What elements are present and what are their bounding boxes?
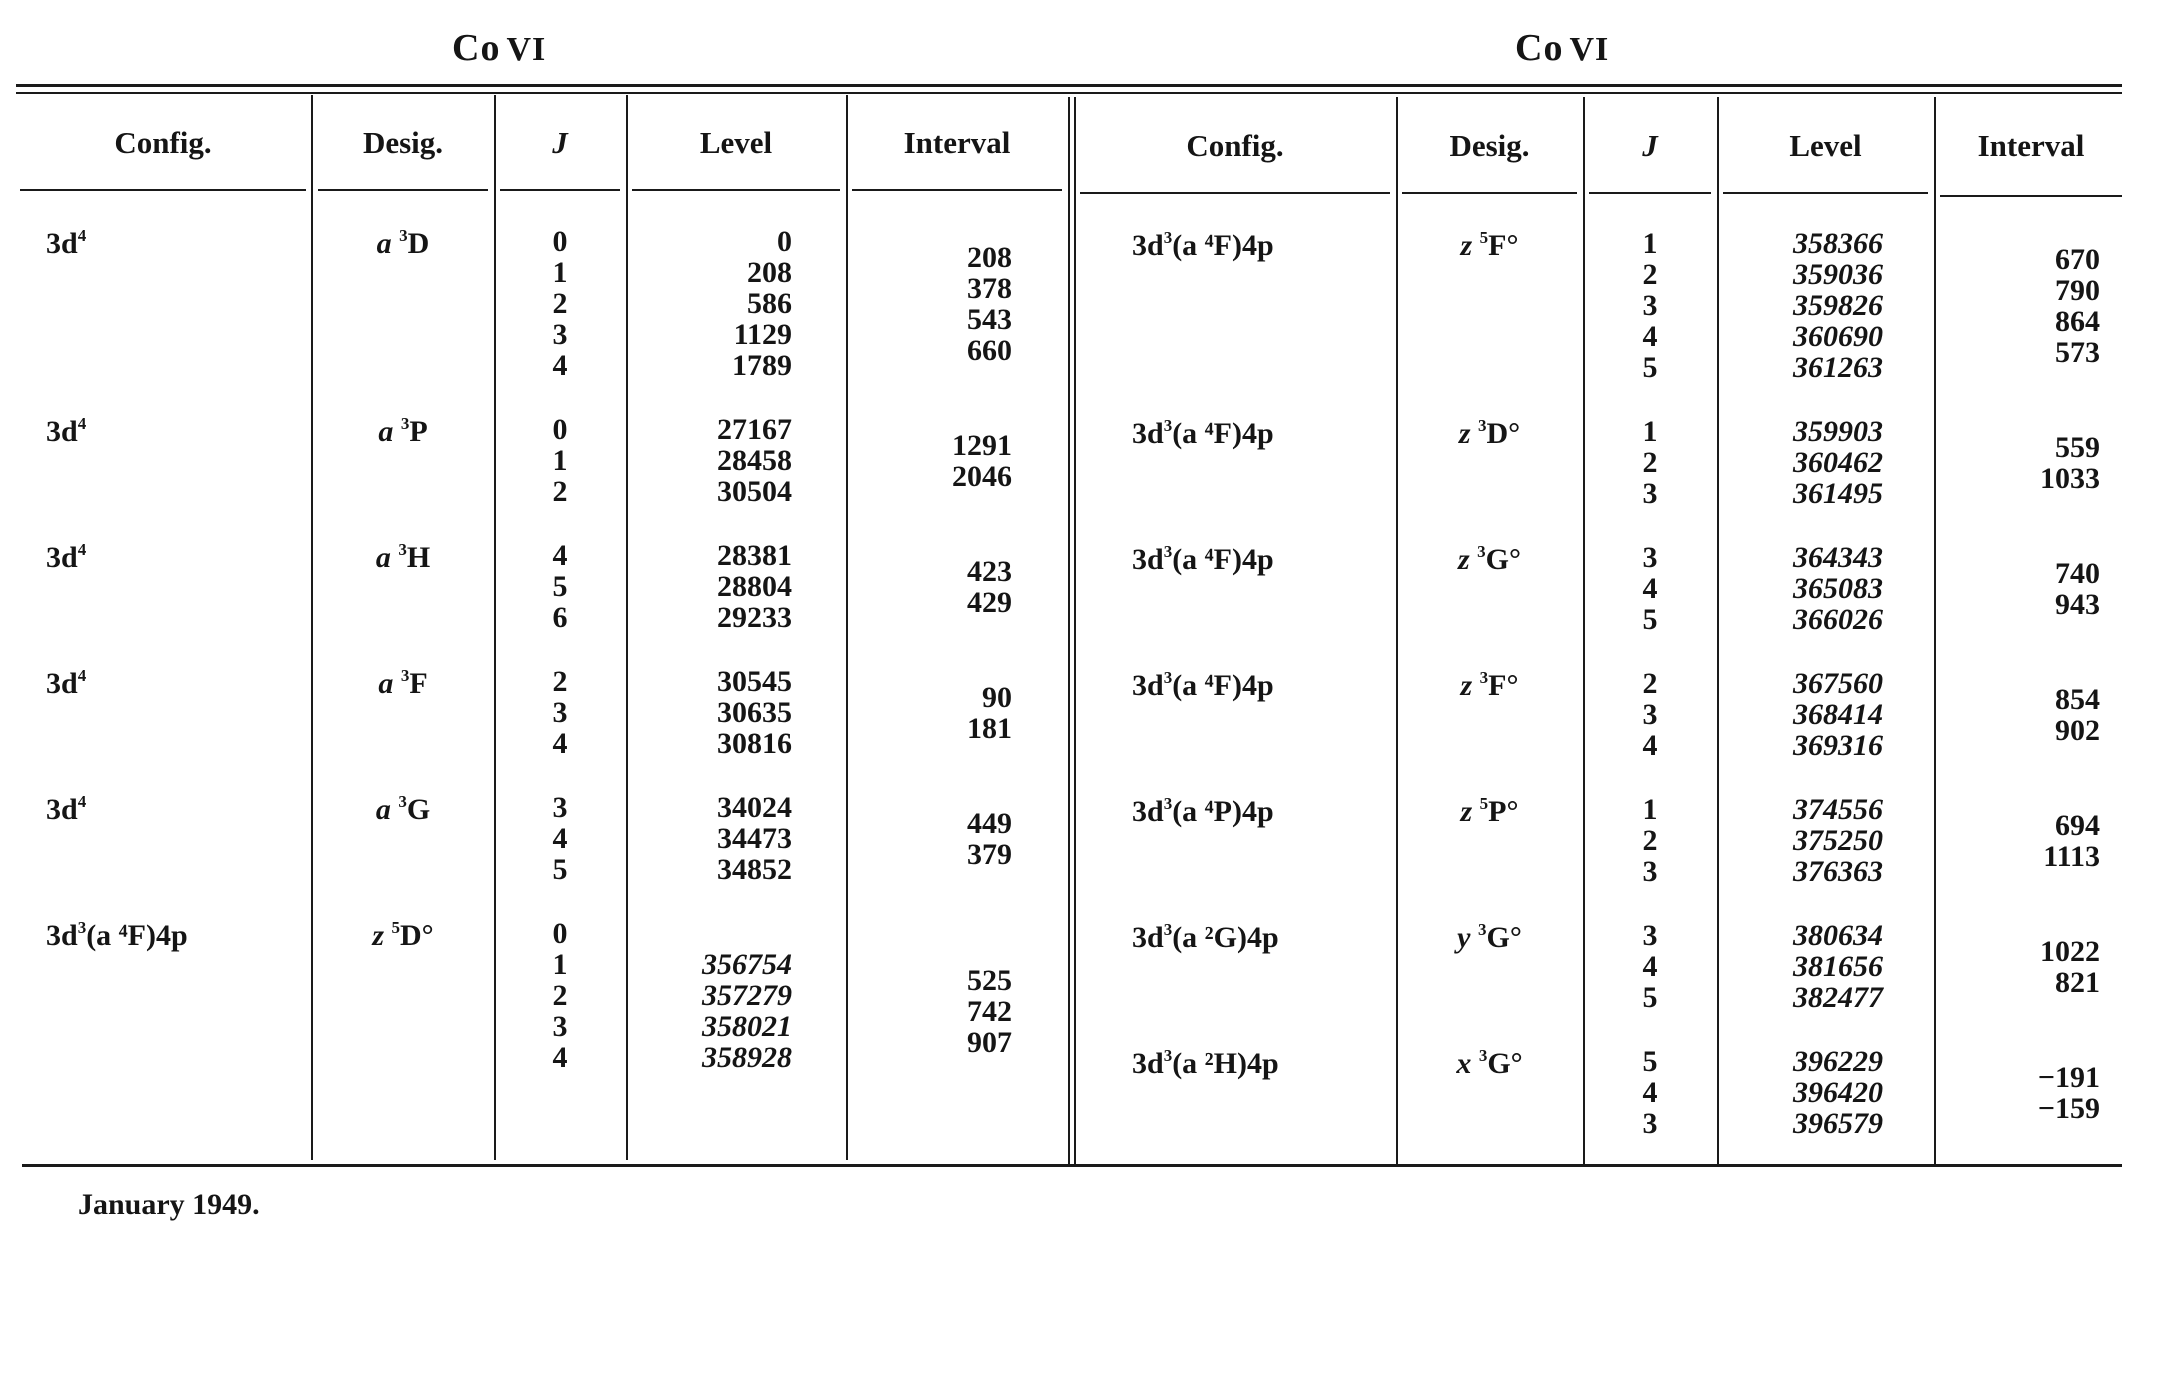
j-value: 1 <box>1642 415 1658 448</box>
j-value: 1 <box>1642 227 1658 260</box>
j-value: 2 <box>1642 824 1658 857</box>
designation-letter: a <box>376 227 392 260</box>
config-base: 3d <box>46 415 78 448</box>
config-parent: (a ²H)4p <box>1172 1047 1279 1080</box>
level-value: 361263 <box>1793 351 1883 384</box>
config-exponent: 4 <box>77 540 87 559</box>
level-values <box>1723 920 1883 1013</box>
level-value: 0 <box>777 225 792 258</box>
designation-letter: a <box>378 667 394 700</box>
level-values <box>632 792 792 885</box>
config-cell <box>1132 794 1274 829</box>
level-value: 28458 <box>717 444 792 477</box>
j-value: 3 <box>552 696 568 729</box>
j-value: 1 <box>552 256 568 289</box>
interval-value: 1022 <box>2040 934 2100 968</box>
header-underline <box>1589 192 1711 194</box>
j-value: 2 <box>1642 258 1658 291</box>
level-values <box>1723 542 1883 635</box>
column-divider <box>311 95 313 1160</box>
j-values <box>1589 668 1711 761</box>
level-value: 208 <box>747 256 792 289</box>
j-value: 3 <box>1642 1107 1658 1140</box>
level-values <box>1723 794 1883 887</box>
interval-value: 670 <box>2055 242 2100 276</box>
interval-value: 790 <box>2055 273 2100 307</box>
interval-values <box>1940 244 2100 368</box>
interval-values <box>1940 684 2100 746</box>
config-exponent: 3 <box>1163 542 1173 561</box>
j-value: 0 <box>552 413 568 446</box>
level-values <box>1723 228 1883 383</box>
config-base: 3d <box>1132 921 1164 954</box>
interval-value: 1033 <box>2040 461 2100 495</box>
j-value: 4 <box>552 727 568 760</box>
level-value: 365083 <box>1793 572 1883 605</box>
j-values <box>1589 416 1711 509</box>
designation-term: F° <box>1488 669 1519 702</box>
level-values <box>632 414 792 507</box>
designation-letter: a <box>375 541 391 574</box>
j-value: 4 <box>1642 950 1658 983</box>
level-value: 30545 <box>717 665 792 698</box>
interval-value: 854 <box>2055 682 2100 716</box>
title-spectrum: VI <box>506 31 547 68</box>
interval-value: 864 <box>2055 304 2100 338</box>
j-values <box>1589 794 1711 887</box>
config-exponent: 4 <box>77 666 87 685</box>
designation-cell <box>1402 794 1577 829</box>
j-value: 2 <box>552 475 568 508</box>
designation-multiplicity: 5 <box>1479 228 1489 247</box>
designation-letter: a <box>378 415 394 448</box>
header-underline <box>1080 192 1390 194</box>
interval-value: 423 <box>967 554 1012 588</box>
interval-value: 543 <box>967 302 1012 336</box>
level-value: 396579 <box>1793 1107 1883 1140</box>
config-parent: (a ⁴F)4p <box>1172 669 1274 702</box>
designation-cell <box>1402 228 1577 263</box>
level-values <box>632 540 792 633</box>
config-exponent: 3 <box>1163 920 1173 939</box>
title-element: Co <box>1515 27 1564 69</box>
designation-multiplicity: 3 <box>398 792 407 811</box>
level-value: 34852 <box>717 853 792 886</box>
interval-value: 449 <box>967 806 1012 840</box>
column-divider <box>1074 97 1076 1165</box>
interval-values <box>852 242 1012 366</box>
interval-value: 379 <box>967 837 1012 871</box>
designation-term: P° <box>1488 795 1519 828</box>
designation-cell <box>318 666 488 701</box>
designation-multiplicity: 5 <box>1479 794 1489 813</box>
header-underline <box>500 189 620 191</box>
designation-multiplicity: 3 <box>1477 542 1486 561</box>
interval-value: 90 <box>982 680 1012 714</box>
interval-value: 525 <box>967 963 1012 997</box>
designation-cell <box>1402 668 1577 703</box>
j-value: 2 <box>552 979 568 1012</box>
header-desig: Desig. <box>1449 128 1530 163</box>
j-value: 4 <box>552 349 568 382</box>
interval-value: 2046 <box>952 459 1012 493</box>
j-values <box>1589 1046 1711 1139</box>
j-value: 4 <box>552 822 568 855</box>
interval-value: 208 <box>967 240 1012 274</box>
designation-cell <box>318 414 488 449</box>
config-parent: (a ⁴F)4p <box>1172 543 1274 576</box>
j-values <box>1589 920 1711 1013</box>
config-cell <box>46 226 86 261</box>
header-underline <box>20 189 306 191</box>
config-cell <box>1132 416 1274 451</box>
level-value: 358928 <box>702 1041 792 1074</box>
designation-term: G <box>406 793 431 826</box>
designation-multiplicity: 3 <box>1478 1046 1488 1065</box>
config-cell <box>1132 920 1279 955</box>
column-divider <box>846 95 848 1160</box>
j-value: 1 <box>552 948 568 981</box>
config-parent: (a ²G)4p <box>1172 921 1279 954</box>
interval-value: 660 <box>967 333 1012 367</box>
j-value: 4 <box>1642 729 1658 762</box>
config-cell <box>1132 228 1274 263</box>
table-title-left <box>452 26 546 70</box>
j-value: 3 <box>1642 289 1658 322</box>
level-values <box>1723 1046 1883 1139</box>
config-parent: (a ⁴F)4p <box>1172 229 1274 262</box>
level-value: 28804 <box>717 570 792 603</box>
config-base: 3d <box>46 919 78 952</box>
j-value: 5 <box>1642 351 1658 384</box>
interval-values <box>852 682 1012 744</box>
designation-multiplicity: 5 <box>391 918 400 937</box>
designation-term: G° <box>1485 543 1522 576</box>
level-value: 358366 <box>1793 227 1883 260</box>
column-divider <box>626 95 628 1160</box>
level-value: 361495 <box>1793 477 1883 510</box>
config-cell <box>46 540 86 575</box>
config-cell <box>46 414 86 449</box>
level-value: 34024 <box>717 791 792 824</box>
config-base: 3d <box>1132 669 1164 702</box>
level-value: 360690 <box>1793 320 1883 353</box>
j-value: 0 <box>552 225 568 258</box>
interval-value: 1113 <box>2043 839 2100 873</box>
interval-value: 902 <box>2055 713 2100 747</box>
level-values <box>1723 416 1883 509</box>
config-cell <box>1132 1046 1279 1081</box>
header-j: J <box>552 125 568 160</box>
interval-values <box>1940 558 2100 620</box>
date-footer: January 1949. <box>78 1188 260 1221</box>
config-base: 3d <box>46 793 78 826</box>
header-config: Config. <box>114 125 212 160</box>
designation-cell <box>1402 416 1577 451</box>
interval-value: 429 <box>967 585 1012 619</box>
interval-value: 907 <box>967 1025 1012 1059</box>
interval-value: 740 <box>2055 556 2100 590</box>
level-value: 374556 <box>1793 793 1883 826</box>
j-value: 5 <box>1642 981 1658 1014</box>
j-values <box>1589 228 1711 383</box>
designation-term: D° <box>400 919 434 952</box>
designation-multiplicity: 3 <box>1479 668 1489 687</box>
level-value: 396420 <box>1793 1076 1883 1109</box>
header-level: Level <box>1789 128 1862 163</box>
column-divider <box>494 95 496 1160</box>
interval-value: 181 <box>967 711 1012 745</box>
j-value: 2 <box>552 287 568 320</box>
j-values <box>500 792 620 885</box>
j-value: 2 <box>1642 667 1658 700</box>
designation-term: F <box>409 667 428 700</box>
interval-values <box>852 430 1012 492</box>
config-exponent: 3 <box>77 918 87 937</box>
j-value: 5 <box>1642 603 1658 636</box>
j-value: 3 <box>1642 477 1658 510</box>
level-value: 360462 <box>1793 446 1883 479</box>
designation-term: G° <box>1487 1047 1523 1080</box>
j-value: 2 <box>552 665 568 698</box>
interval-value: 573 <box>2055 335 2100 369</box>
header-config: Config. <box>1186 128 1284 163</box>
config-base: 3d <box>1132 795 1164 828</box>
config-exponent: 4 <box>77 792 87 811</box>
designation-letter: z <box>1460 229 1473 262</box>
level-value: 359036 <box>1793 258 1883 291</box>
designation-letter: y <box>1457 921 1471 954</box>
designation-letter: z <box>1460 795 1473 828</box>
j-value: 5 <box>552 570 568 603</box>
bottom-rule <box>22 1164 2122 1167</box>
config-cell <box>46 792 86 827</box>
header-underline <box>318 189 488 191</box>
designation-multiplicity: 3 <box>400 666 410 685</box>
level-value: 382477 <box>1793 981 1883 1014</box>
level-value: 357279 <box>702 979 792 1012</box>
level-value: 34473 <box>717 822 792 855</box>
config-parent: (a ⁴F)4p <box>86 919 188 952</box>
designation-letter: z <box>1457 543 1470 576</box>
j-value: 3 <box>1642 541 1658 574</box>
config-base: 3d <box>1132 417 1164 450</box>
level-value: 1789 <box>732 349 792 382</box>
level-value: 359903 <box>1793 415 1883 448</box>
interval-value: 378 <box>967 271 1012 305</box>
column-divider <box>1934 97 1936 1165</box>
designation-term: D <box>407 227 430 260</box>
level-value: 396229 <box>1793 1045 1883 1078</box>
j-value: 5 <box>1642 1045 1658 1078</box>
header-j: J <box>1642 128 1658 163</box>
level-value: 376363 <box>1793 855 1883 888</box>
config-exponent: 3 <box>1163 668 1173 687</box>
level-values <box>632 666 792 759</box>
j-value: 4 <box>552 1041 568 1074</box>
interval-values <box>1940 936 2100 998</box>
j-value: 1 <box>552 444 568 477</box>
designation-cell <box>318 226 488 261</box>
designation-letter: z <box>1460 669 1473 702</box>
level-value: 358021 <box>702 1010 792 1043</box>
config-parent: (a ⁴F)4p <box>1172 417 1274 450</box>
j-values <box>500 226 620 381</box>
designation-cell <box>1402 1046 1577 1081</box>
level-value: 30816 <box>717 727 792 760</box>
level-value: 364343 <box>1793 541 1883 574</box>
j-value: 3 <box>1642 919 1658 952</box>
header-underline <box>1723 192 1928 194</box>
designation-multiplicity: 3 <box>399 226 408 245</box>
designation-term: H <box>406 541 431 574</box>
level-values <box>1723 668 1883 761</box>
interval-values <box>1940 432 2100 494</box>
config-exponent: 4 <box>77 226 87 245</box>
header-interval: Interval <box>903 125 1011 160</box>
j-value: 3 <box>1642 855 1658 888</box>
interval-value: 943 <box>2055 587 2100 621</box>
level-values <box>632 918 792 1073</box>
level-value: 30504 <box>717 475 792 508</box>
designation-cell <box>318 540 488 575</box>
config-base: 3d <box>1132 229 1164 262</box>
j-values <box>500 540 620 633</box>
j-values <box>1589 542 1711 635</box>
designation-multiplicity: 3 <box>400 414 410 433</box>
title-spectrum: VI <box>1569 31 1610 68</box>
level-value: 366026 <box>1793 603 1883 636</box>
level-value: 359826 <box>1793 289 1883 322</box>
config-cell <box>1132 668 1274 703</box>
level-values <box>632 226 792 381</box>
level-value: 380634 <box>1793 919 1883 952</box>
title-element: Co <box>452 27 501 69</box>
designation-multiplicity: 3 <box>398 540 407 559</box>
level-value: 586 <box>747 287 792 320</box>
interval-values <box>1940 1062 2100 1124</box>
j-value: 4 <box>1642 320 1658 353</box>
top-rule-2 <box>16 92 2122 94</box>
level-value: 29233 <box>717 601 792 634</box>
interval-value: −191 <box>2037 1060 2100 1094</box>
designation-cell <box>1402 542 1577 577</box>
j-value: 3 <box>552 318 568 351</box>
level-value <box>632 918 792 949</box>
j-value: 3 <box>1642 698 1658 731</box>
designation-term: D° <box>1486 417 1521 450</box>
interval-values <box>1940 810 2100 872</box>
column-divider <box>1717 97 1719 1165</box>
interval-value: 694 <box>2055 808 2100 842</box>
designation-term: G° <box>1486 921 1522 954</box>
header-level: Level <box>699 125 773 160</box>
config-exponent: 3 <box>1163 794 1173 813</box>
level-value: 1129 <box>733 318 792 351</box>
header-interval: Interval <box>1977 128 2085 163</box>
designation-cell <box>1402 920 1577 955</box>
level-value: 367560 <box>1793 667 1883 700</box>
j-value: 4 <box>1642 1076 1658 1109</box>
interval-values <box>852 965 1012 1058</box>
header-underline <box>852 189 1062 191</box>
config-exponent: 3 <box>1163 1046 1173 1065</box>
j-value: 4 <box>552 539 568 572</box>
designation-multiplicity: 3 <box>1478 416 1487 435</box>
config-cell <box>46 666 86 701</box>
level-value: 368414 <box>1793 698 1883 731</box>
config-exponent: 3 <box>1163 416 1173 435</box>
j-value: 2 <box>1642 446 1658 479</box>
j-values <box>500 666 620 759</box>
j-value: 3 <box>552 1010 568 1043</box>
header-underline <box>632 189 840 191</box>
designation-cell <box>318 918 488 953</box>
header-desig: Desig. <box>362 125 444 160</box>
config-base: 3d <box>1132 1047 1164 1080</box>
header-underline <box>1940 195 2122 197</box>
column-divider <box>1396 97 1398 1165</box>
table-title-right <box>1515 26 1609 70</box>
config-base: 3d <box>46 667 78 700</box>
designation-multiplicity: 3 <box>1477 920 1487 939</box>
designation-letter: z <box>372 919 384 952</box>
header-underline <box>1402 192 1577 194</box>
config-parent: (a ⁴P)4p <box>1172 795 1274 828</box>
config-base: 3d <box>46 227 78 260</box>
interval-values <box>852 556 1012 618</box>
config-exponent: 4 <box>77 414 87 433</box>
j-value: 6 <box>552 601 568 634</box>
interval-value: 742 <box>967 994 1012 1028</box>
j-values <box>500 918 620 1073</box>
interval-value: 1291 <box>952 428 1012 462</box>
designation-term: P <box>409 415 428 448</box>
interval-values <box>852 808 1012 870</box>
designation-cell <box>318 792 488 827</box>
j-value: 3 <box>552 791 568 824</box>
column-divider <box>1583 97 1585 1165</box>
designation-letter: a <box>375 793 391 826</box>
config-cell <box>1132 542 1274 577</box>
top-rule <box>16 84 2122 87</box>
level-value: 356754 <box>702 948 792 981</box>
interval-value: −159 <box>2037 1091 2100 1125</box>
level-value: 375250 <box>1793 824 1883 857</box>
designation-term: F° <box>1488 229 1519 262</box>
designation-letter: x <box>1456 1047 1472 1080</box>
j-value: 4 <box>1642 572 1658 605</box>
level-value: 369316 <box>1793 729 1883 762</box>
interval-value: 559 <box>2055 430 2100 464</box>
level-value: 28381 <box>717 539 792 572</box>
config-exponent: 3 <box>1163 228 1173 247</box>
designation-letter: z <box>1458 417 1471 450</box>
j-value: 5 <box>552 853 568 886</box>
interval-value: 821 <box>2055 965 2100 999</box>
config-base: 3d <box>1132 543 1164 576</box>
j-values <box>500 414 620 507</box>
j-value: 1 <box>1642 793 1658 826</box>
config-cell <box>46 918 188 953</box>
config-base: 3d <box>46 541 78 574</box>
j-value: 0 <box>552 917 568 950</box>
column-divider <box>1068 97 1070 1165</box>
level-value: 27167 <box>717 413 792 446</box>
level-value: 381656 <box>1793 950 1883 983</box>
level-value: 30635 <box>717 696 792 729</box>
